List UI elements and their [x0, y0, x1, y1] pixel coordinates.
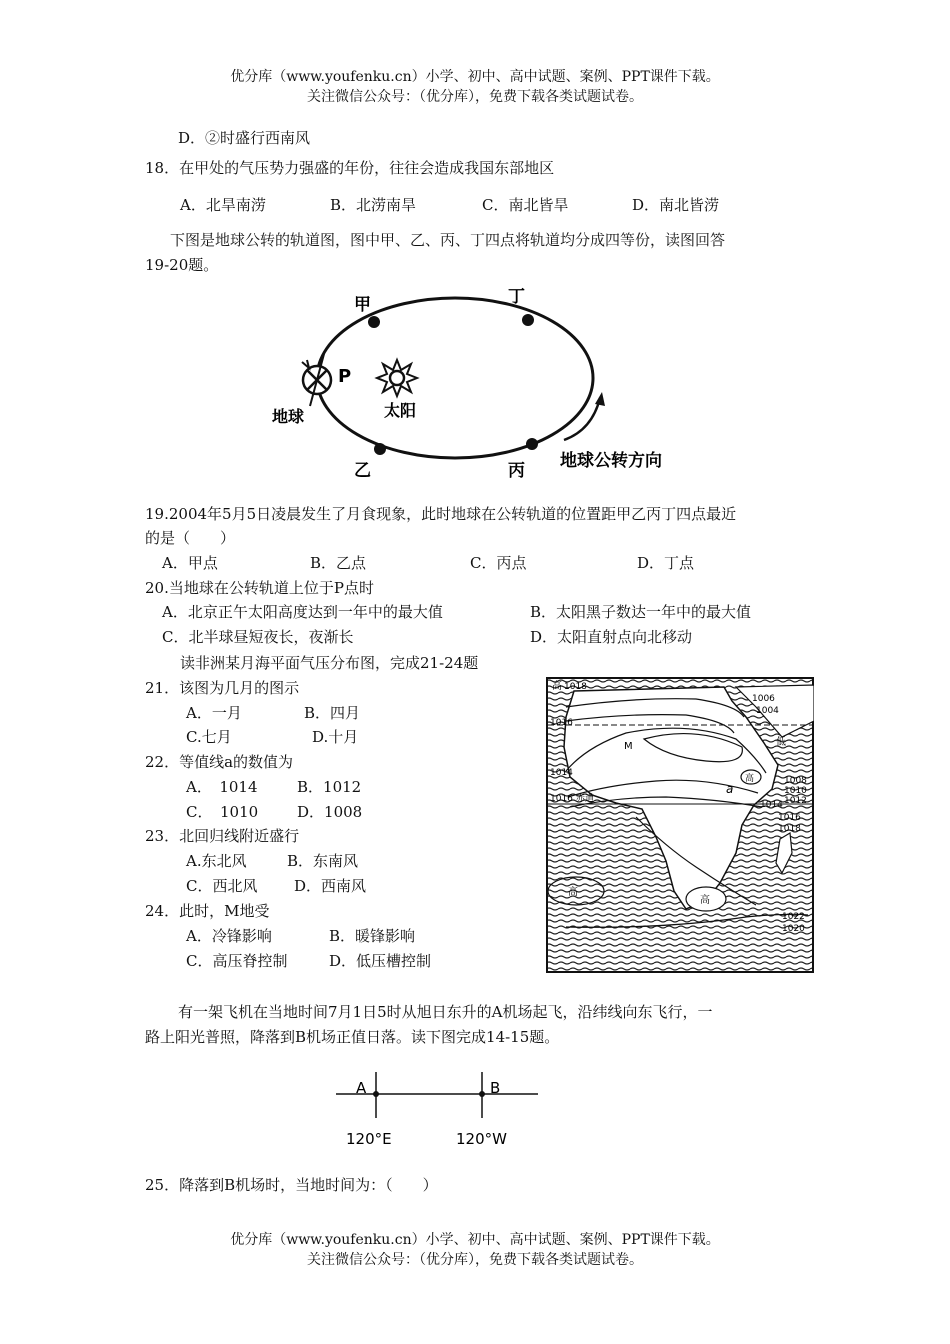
q20-option-d: D．太阳直射点向北移动 [530, 628, 693, 646]
label-direction: 地球公转方向 [560, 451, 662, 471]
label-lon-b: 120°W [456, 1130, 507, 1148]
q18-stem: 18．在甲处的气压势力强盛的年份，往往会造成我国东部地区 [145, 159, 555, 177]
q20-option-c: C．北半球昼短夜长，夜渐长 [162, 628, 354, 646]
q21-option-d: D.十月 [312, 728, 359, 746]
orbit-intro-line-2: 19-20题。 [145, 256, 219, 274]
q19-option-a: A．甲点 [162, 554, 218, 572]
point-bing [526, 438, 538, 450]
q21-option-c: C.七月 [186, 728, 232, 746]
q25-stem: 25．降落到B机场时，当地时间为：（ ） [145, 1176, 438, 1194]
direction-arrow [564, 398, 600, 440]
q22-stem: 22．等值线a的数值为 [145, 753, 294, 771]
label-di: 低 [776, 737, 786, 748]
isobar-label: 1018 [778, 824, 801, 834]
label-airport-a: A [356, 1079, 367, 1097]
isobar-label: 1016 [550, 794, 573, 804]
q24-option-a: A．冷锋影响 [186, 927, 272, 945]
isobar-label: 1020 [782, 924, 805, 934]
q24-option-b: B．暖锋影响 [329, 927, 416, 945]
label-gao-top: 高 [552, 681, 562, 692]
q21-stem: 21．该图为几月的图示 [145, 679, 300, 697]
q20-stem: 20.当地球在公转轨道上位于P点时 [145, 579, 374, 597]
label-lon-a: 120°E [346, 1130, 392, 1148]
point-yi [374, 443, 386, 455]
label-bing: 丙 [508, 461, 525, 480]
q19-stem-line-1: 19.2004年5月5日凌晨发生了月食现象，此时地球在公转轨道的位置距甲乙丙丁四点最近 [145, 505, 737, 523]
label-m: M [624, 741, 633, 752]
isobar-label: 1014 [760, 800, 783, 810]
q23-option-a: A.东北风 [186, 852, 247, 870]
q23-option-d: D．西南风 [294, 877, 367, 895]
isobar-label: 1006 [752, 694, 775, 704]
orbit-diagram [262, 280, 692, 480]
isobar-label: 1012 [784, 796, 807, 806]
q24-option-c: C．高压脊控制 [186, 952, 288, 970]
orbit-ellipse [317, 298, 593, 458]
q20-option-b: B．太阳黑子数达一年中的最大值 [530, 603, 752, 621]
label-equator: 赤道 [576, 794, 595, 804]
q21-option-b: B．四月 [304, 704, 361, 722]
q19-option-c: C．丙点 [470, 554, 527, 572]
point-ding [522, 314, 534, 326]
q21-option-a: A．一月 [186, 704, 242, 722]
label-gao-west: 高 [568, 887, 578, 898]
q18-option-d: D．南北皆涝 [632, 196, 720, 214]
label-gao-south: 高 [700, 895, 710, 906]
label-sun: 太阳 [384, 401, 417, 420]
q19-stem-line-2: 的是（ ） [145, 529, 236, 547]
q22-option-c: C． 1010 [186, 803, 259, 821]
label-earth: 地球 [272, 407, 305, 426]
africa-pressure-map [546, 677, 814, 973]
airport-b-dot [479, 1091, 485, 1097]
q19-option-d: D．丁点 [637, 554, 695, 572]
isobar-label: 1018 [564, 682, 587, 692]
q22-option-b: B．1012 [297, 778, 362, 796]
header-line-2: 关注微信公众号：（优分库），免费下载各类试题试卷。 [307, 89, 643, 105]
q23-option-b: B．东南风 [287, 852, 359, 870]
q18-option-a: A．北旱南涝 [180, 196, 266, 214]
isobar-label: 1022 [782, 912, 805, 922]
label-gao-center: 高 [745, 774, 755, 784]
label-yi: 乙 [354, 461, 371, 480]
label-p: P [338, 366, 352, 387]
q17-option-d: D．②时盛行西南风 [178, 129, 311, 147]
longitude-diagram [330, 1068, 550, 1150]
q23-option-c: C．西北风 [186, 877, 258, 895]
isobar-label: 1008 [784, 776, 807, 786]
plane-intro-line-1: 有一架飞机在当地时间7月1日5时从旭日东升的A机场起飞，沿纬线向东飞行，一 [178, 1003, 713, 1021]
q23-stem: 23．北回归线附近盛行 [145, 827, 300, 845]
header-line-1: 优分库（www.youfenku.cn）小学、初中、高中试题、案例、PPT课件下载。 [230, 69, 720, 85]
q19-option-b: B．乙点 [310, 554, 367, 572]
footer-line-1: 优分库（www.youfenku.cn）小学、初中、高中试题、案例、PPT课件下载。 [230, 1232, 720, 1248]
label-a: a [726, 782, 734, 796]
label-airport-b: B [490, 1079, 501, 1097]
isobar-label: 1016 [778, 813, 801, 823]
airport-a-dot [373, 1091, 379, 1097]
q24-option-d: D．低压槽控制 [329, 952, 432, 970]
orbit-intro-line-1: 下图是地球公转的轨道图，图中甲、乙、丙、丁四点将轨道均分成四等份，读图回答 [170, 231, 726, 249]
label-jia: 甲 [354, 295, 371, 315]
q18-option-b: B．北涝南旱 [330, 196, 417, 214]
isobar-label: 1010 [784, 786, 807, 796]
label-ding: 丁 [508, 287, 525, 307]
q24-stem: 24．此时，M地受 [145, 902, 270, 920]
isobar-label: 1014 [550, 768, 573, 778]
sun-icon [377, 360, 417, 396]
earth-icon [302, 354, 331, 406]
q20-option-a: A．北京正午太阳高度达到一年中的最大值 [162, 603, 443, 621]
q18-option-c: C．南北皆旱 [482, 196, 569, 214]
arrow-head-icon [595, 392, 605, 406]
footer-line-2: 关注微信公众号：（优分库），免费下载各类试题试卷。 [307, 1252, 643, 1268]
africa-intro: 读非洲某月海平面气压分布图，完成21-24题 [180, 654, 479, 672]
point-jia [368, 316, 380, 328]
q22-option-a: A． 1014 [186, 778, 258, 796]
plane-intro-line-2: 路上阳光普照，降落到B机场正值日落。读下图完成14-15题。 [145, 1028, 560, 1046]
isobar-label: 1016 [550, 718, 573, 728]
q22-option-d: D．1008 [297, 803, 363, 821]
isobar-label: 1004 [756, 706, 779, 716]
